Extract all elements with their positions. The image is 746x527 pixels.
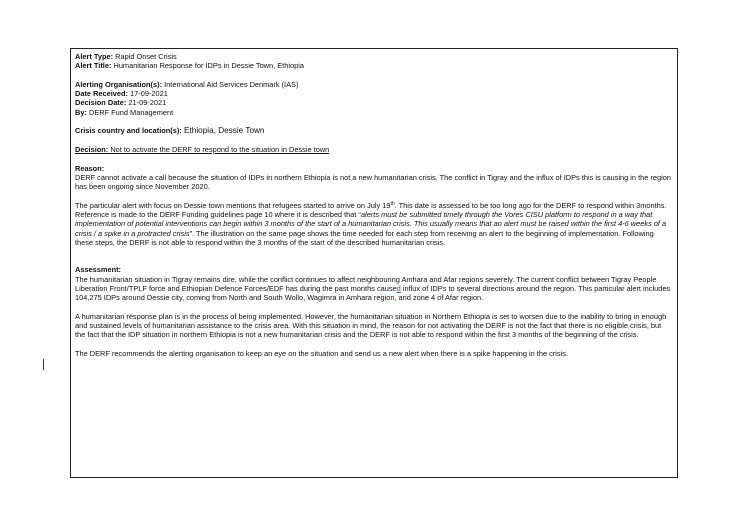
reason-paragraph-2: The particular alert with focus on Dessie town mentions that refugees started to arrive on July 19th. This date is assessed to be too long ago for the DERF to respond within 3months. Reference is made to the DERF Funding guidelines page 10 where it is described that “alerts must be submitted timely through the Vores CISU platform to respond in a way that implementation of potential interventions can begin within 3 months of the start of a humanitarian crisis. This usually means that an alert must be raised within the first 4-6 weeks of a crisis / a spike in a protracted crisis”. The illustration on the same page shows the time needed for each step from receiving an alert to the beginning of implementation. Following these steps, the DERF is not able to respond within the 3 months of the start of the described humanitarian crisis.: [75, 200, 667, 247]
organisation-line: [75, 80, 673, 89]
date-received-line: [75, 89, 673, 98]
by-label: By:: [75, 107, 87, 117]
decision-label: Decision:: [75, 144, 109, 154]
decision-date-label: Decision Date:: [75, 98, 127, 108]
alert-title-line: [75, 61, 673, 70]
alert-title-label: Alert Title:: [75, 61, 112, 71]
reason-heading: Reason:: [75, 163, 105, 173]
crisis-location-value: Ethiopia, Dessie Town: [181, 126, 265, 136]
date-received-label: Date Received:: [75, 89, 128, 99]
assessment-paragraph-2: A humanitarian response plan is in the process of being implemented. However, the humanitarian situation in Northern Ethiopia is set to worsen due to the inability to bring in enough and sustained levels of humanitarian assistance to the crisis area. With this situation in mind, the reason for not activating the DERF is not the fact that there is no eligible crisis, but the fact that the IDP situation in northern Ethiopia is not a new humanitarian crisis and the DERF is not able to respond within the first 3 months of the beginning of the crisis.: [75, 311, 667, 340]
text-cursor: [43, 359, 44, 370]
date-received-value: 17-09-2021: [128, 89, 168, 99]
alert-title-value: Humanitarian Response for IDPs in Dessie Town, Ethiopia: [111, 61, 304, 71]
crisis-location-line: [75, 126, 673, 135]
decision-document: [70, 48, 678, 478]
by-line: [75, 108, 673, 117]
decision-date-line: [75, 98, 673, 107]
alert-type-label: Alert Type:: [75, 52, 114, 61]
crisis-location-label: Crisis country and location(s):: [75, 126, 182, 136]
organisation-value: International Aid Services Denmark (IAS): [162, 79, 299, 89]
reason-paragraph-1: DERF cannot activate a call because the situation of IDPs in northern Ethiopia is not a new humanitarian crisis. The conflict in Tigray and the influx of IDPs this is causing in the region has been ongoing since November 2020.: [75, 172, 671, 192]
by-value: DERF Fund Management: [86, 107, 174, 117]
decision-date-value: 21-09-2021: [126, 98, 167, 108]
assessment-paragraph-3: The DERF recommends the alerting organisation to keep an eye on the situation and send us a new alert when there is a spike happening in the crisis.: [75, 348, 568, 358]
assessment-paragraph-1: The humanitarian situation in Tigray remains dire, while the conflict continues to affect neighbouring Amhara and Afar regions severely. The current conflict between Tigray People Liberation Front/TPLF force and Ethiopian Defence Forces/EDF has during the past months caused influx of IDPs to several directions around the region. This particular alert includes 104,275 IDPs around Dessie city, coming from North and South Wollo, Wagimra in Amhara region, and zone 4 of Afar region.: [75, 274, 671, 303]
inline-link[interactable]: d: [396, 283, 401, 293]
organisation-label: Alerting Organisation(s):: [75, 79, 163, 89]
decision-value: Not to activate the DERF to respond to the situation in Dessie town: [108, 144, 330, 154]
alert-type-line: [75, 52, 673, 61]
assessment-heading: Assessment:: [75, 265, 122, 275]
decision-line: [75, 145, 673, 154]
alert-type-value: Rapid Onset Crisis: [113, 52, 177, 61]
